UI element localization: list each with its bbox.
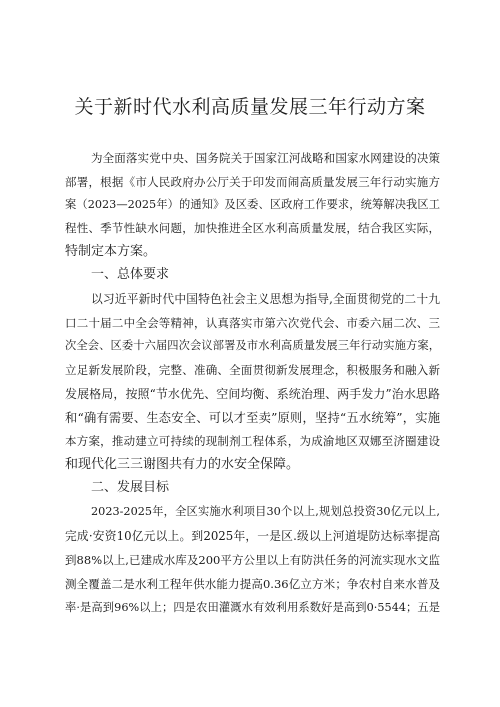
intro-line-5: 特制定本方案。 bbox=[65, 244, 157, 259]
section1-line-8: 和现代化三三谢图共有力的水安全保障。 bbox=[65, 457, 300, 472]
section2-line-2: 完成·安资10亿元以上。到2025年，一是区.级以上河道堤防达标率提高 bbox=[65, 529, 440, 543]
section1-line-3: 次全会、区委十六届四次会议部署及市水利高质量发展三年行动实施方案， bbox=[65, 339, 440, 352]
section1-line-1: 以习近平新时代中国特色社会主义思想为指导,全面贯彻党的二十九 bbox=[91, 292, 440, 306]
section1-line-7: 本方案，推动建立可持续的现制剂工程体系，为成渝地区双娜至济圈建设 bbox=[65, 434, 440, 448]
intro-line-3: 案（2023—2025年）的通知》及区委、区政府工作要求，统筹解决我区工 bbox=[65, 198, 440, 211]
section2-line-4: 测全覆盖二是水利工程年供水能力提高0.36亿立方米；争农村自来水普及 bbox=[65, 577, 440, 591]
section1-line-6: 和“确有需要、生态安全、可以才至卖”原则，坚持“五水统筹”，实施 bbox=[65, 411, 440, 425]
section-heading-overall-requirements: 一、总体要求 bbox=[91, 267, 170, 282]
section-heading-development-goals: 二、发展目标 bbox=[91, 480, 170, 495]
section2-line-3: 到88%以上,已建成水库及200平方公里以上有防洪任务的河流实现水文监 bbox=[65, 553, 440, 567]
section2-line-1: 2023-2025年，全区实施水利项目30个以上,规划总投资30亿元以上, bbox=[91, 505, 440, 518]
section1-line-4: 立足新发展阶段，完整、准确、全面贯彻新发展理念，积极服务和融入新 bbox=[65, 363, 440, 377]
intro-line-2: 部署，根据《市人民政府办公厅关于印发而闹高质量发展三年行动实施方 bbox=[65, 175, 440, 189]
intro-line-1: 为全面落实党中央、国务院关于国家江河战略和国家水网建设的决策 bbox=[91, 151, 440, 165]
section2-line-5: 率·是高到96%以上；四是农田灌溉水有效利用系数好是高到0·5544；五是 bbox=[65, 601, 440, 614]
intro-line-4: 程性、季节性缺水问题，加快推进全区水利高质量发展，结合我区实际， bbox=[65, 221, 440, 235]
section1-line-5: 发展格局，按照“节水优先、空间均衡、系统治理、两手发力”治水思路 bbox=[65, 387, 440, 401]
section1-line-2: 口二十届二中全会等精神，认真落实市第六次党代会、市委六届二次、三 bbox=[65, 316, 440, 330]
document-title: 关于新时代水利高质量发展三年行动方案 bbox=[74, 96, 426, 118]
